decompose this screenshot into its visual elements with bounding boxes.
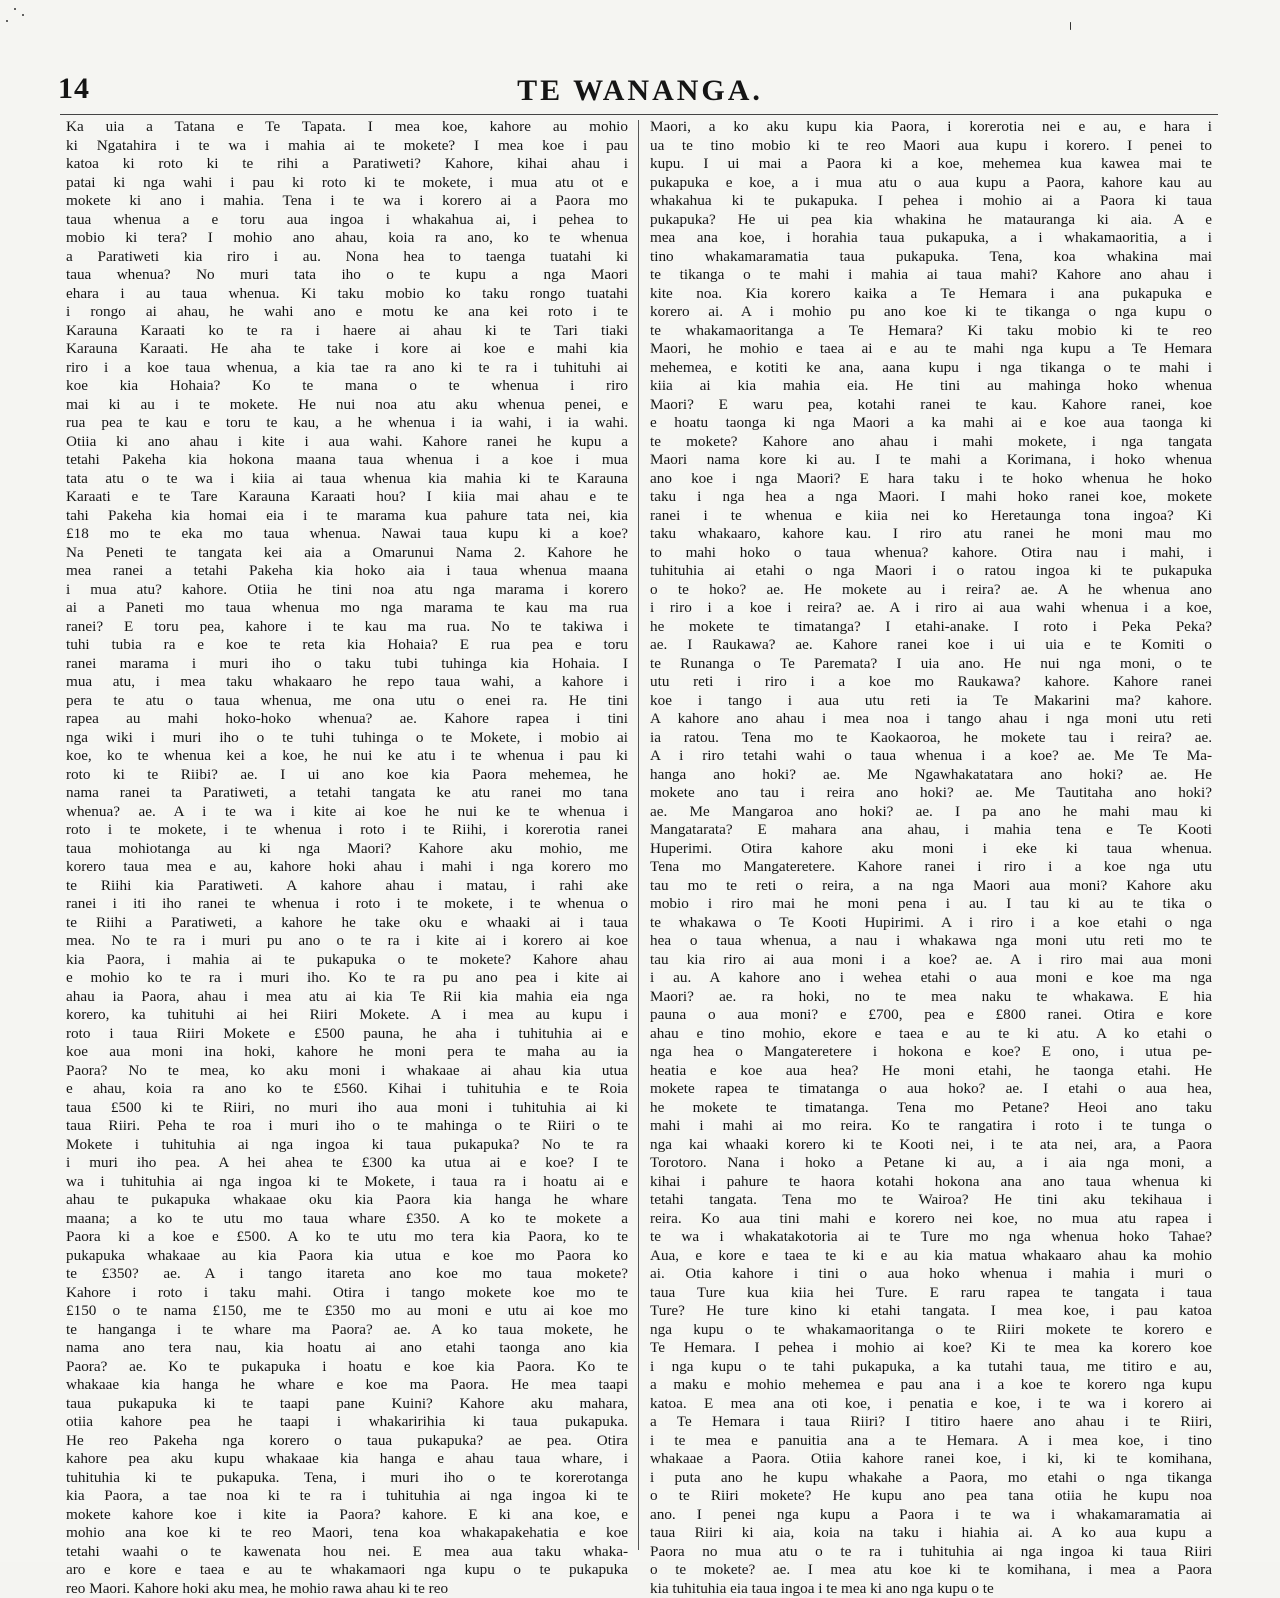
text-line: otiia kahore pea he taapi i whakaririhia ki taua pukapuka.: [66, 1413, 628, 1432]
text-line: to mahi hoko o taua whenua? kahore. Otira nau i mahi, i: [650, 544, 1212, 563]
text-line: katoa. E mea ana oti koe, i penatia e koe, i te wa i korero ai: [650, 1395, 1212, 1414]
text-line: Aua, e kore e taea te ki e au kia matua whakaaro ahau ka mohio: [650, 1247, 1212, 1266]
text-line: rua pea te kau e toru te kau, a he whenua i ia wahi, i ia wahi.: [66, 414, 628, 433]
text-line: mehemea, e kotiti ke ana, aana kupu i nga tikanga o te mahi i: [650, 359, 1212, 378]
text-line: ai. Otia kahore i tini o aua hoko whenua i mahia i muri o: [650, 1265, 1212, 1284]
text-line: hea o taua whenua, a nau i whakawa nga moni utu reti mo te: [650, 932, 1212, 951]
text-line: mea. No te ra i muri pu ano o te ra i kite ai i korero ai koe: [66, 932, 628, 951]
text-line: ranei i iti iho ranei te whenua i roto i te mokete, i te whenua o: [66, 895, 628, 914]
text-line: ranei marama i muri iho o taku tubi tuhinga kia Hohaia. I: [66, 655, 628, 674]
text-line: whakaae kia hanga he whare e koe ma Paora. He mea taapi: [66, 1376, 628, 1395]
text-line: taua pukapuka ki te taapi pane Kuini? Kahore aku mahara,: [66, 1395, 628, 1414]
text-line: koe aua moni ina hoki, kahore he moni pera te maha au ia: [66, 1043, 628, 1062]
text-line: Otiia ki ano ahau i kite i aua wahi. Kahore ranei he kupu a: [66, 433, 628, 452]
text-line: tuhi tubia ra e koe te reta kia Hohaia? E rua pea e toru: [66, 636, 628, 655]
text-line: kupu. I ui mai a Paora ki a koe, mehemea kua kawea mai te: [650, 155, 1212, 174]
text-line: i muri iho pea. A hei ahea te £300 ka utua ai e koe? I te: [66, 1154, 628, 1173]
text-line: Paora? No te mea, ko aku moni i whakaae ai ahau kia utua: [66, 1062, 628, 1081]
text-line: aro e kore e taea e au te whakamaori nga kupu o te pukapuka: [66, 1561, 628, 1580]
text-line: Huperimi. Otira kahore aku moni i eke ki taua whenua.: [650, 840, 1212, 859]
text-line: Na Peneti te tangata kei aia a Omarunui Nama 2. Kahore he: [66, 544, 628, 563]
text-line: i mua atu? kahore. Otiia he tini noa atu nga marama i korero: [66, 581, 628, 600]
text-line: £150 o te nama £150, me te £350 mo au moni e utu ai koe mo: [66, 1302, 628, 1321]
text-line: ia ratou. Tena mo te Kaokaoroa, he mokete tau i reira? ae.: [650, 729, 1212, 748]
text-line: koe kia Hohaia? Ko te mana o te whenua i riro: [66, 377, 628, 396]
text-line: rapea au mahi hoko-hoko whenua? ae. Kahore rapea i tini: [66, 710, 628, 729]
text-line: kia tuhituhia eia taua ingoa i te mea ki ano nga kupu o te: [650, 1580, 1212, 1598]
text-line: Paora? ae. Ko te pukapuka i hoatu e koe kia Paora. Ko te: [66, 1358, 628, 1377]
text-line: roto i te mokete, i te whenua i roto i te Riihi, i korerotia ranei: [66, 821, 628, 840]
text-line: Karauna Karaati ko te ra i haere ai ahau ki te Tari tiaki: [66, 322, 628, 341]
text-line: tuhituhia ai etahi o nga Maori i o ratou ingoa ki te pukapuka: [650, 562, 1212, 581]
text-line: Paora ki a koe e £500. A ko te utu mo tera kia Paora, ko te: [66, 1228, 628, 1247]
text-line: A kahore ano ahau i mea noa i tango ahau i nga moni utu reti: [650, 710, 1212, 729]
text-line: whakahua ki te pukapuka. I pehea i mohio ai a Paora ki taua: [650, 192, 1212, 211]
text-line: ai a Paneti mo taua whenua mo nga marama te kau ma rua: [66, 599, 628, 618]
text-line: utu reti i riro i a koe mo Raukawa? kahore. Kahore ranei: [650, 673, 1212, 692]
text-line: mea ana koe, i horahia taua pukapuka, a i whakamaoritia, a i: [650, 229, 1212, 248]
text-line: te Riihi kia Paratiweti. A kahore ahau i matau, i rahi ake: [66, 877, 628, 896]
text-line: tino whakamaramatia taua pukapuka. Tena, koa whakina mai: [650, 248, 1212, 267]
text-line: mobio i riro mai he moni pena i au. I tau ki au te tika o: [650, 895, 1212, 914]
text-line: A i riro tetahi wahi o taua whenua i a koe? ae. Me Te Ma-: [650, 747, 1212, 766]
text-line: koe, ko te whenua kei a koe, he nui ke atu i te whenua i pau ki: [66, 747, 628, 766]
left-column: [66, 118, 628, 1598]
text-line: Ture? He ture kino ki etahi tangata. I mea koe, i pau katoa: [650, 1302, 1212, 1321]
text-line: te Riihi a Paratiweti, a kahore he take oku e whaaki ai i taua: [66, 914, 628, 933]
text-line: Karaati e te Tare Karauna Karaati hou? I kiia mai ahau e te: [66, 488, 628, 507]
text-line: tuhituhia ki te pukapuka. Tena, i muri iho o te korerotanga: [66, 1469, 628, 1488]
text-line: He reo Pakeha nga korero o taua pukapuka? ae pea. Otira: [66, 1432, 628, 1451]
text-line: ranei i te whenua e kiia nei ko Heretaunga tona ingoa? Ki: [650, 507, 1212, 526]
text-line: te hanganga i te whare ma Paora? ae. A ko taua mokete, he: [66, 1321, 628, 1340]
text-line: kia Paora, a tae noa ki te ra i tuhituhia ai nga ingoa ki te: [66, 1487, 628, 1506]
text-line: i rongo ai ahau, he wahi ano e motu ke ana kei roto i te: [66, 303, 628, 322]
text-line: mokete ki ano i mahia. Tena i te wa i korero ai a Paora mo: [66, 192, 628, 211]
text-line: nga hea o Mangateretere i hokona e koe? E ono, i utua pe-: [650, 1043, 1212, 1062]
text-line: tau kia riro ai aua moni i a koe? ae. A i riro mai aua moni: [650, 951, 1212, 970]
text-line: tahi Pakeha kia homai eia i te marama kua pahure tata nei, kia: [66, 507, 628, 526]
text-line: te Runanga o Te Paremata? I uia ano. He nui nga moni, o te: [650, 655, 1212, 674]
text-line: maana; a ko te utu mo taua whare £350. A ko te mokete a: [66, 1210, 628, 1229]
text-line: e hoatu taonga ki nga Maori a ka mahi ai e koe aua taonga ki: [650, 414, 1212, 433]
text-line: mohio ana koe ki te reo Maori, tena koa whakapakehatia e koe: [66, 1524, 628, 1543]
page-number: 14: [58, 72, 90, 106]
text-line: taua mohiotanga au ki nga Maori? Kahore aku mohio, me: [66, 840, 628, 859]
text-line: mokete kahore koe i kite ia Paora? kahore. E ki ana koe, e: [66, 1506, 628, 1525]
text-line: roto i taua Riiri Mokete e £500 pauna, he aha i tuhituhia ai e: [66, 1025, 628, 1044]
text-line: reira. Ko aua tini mahi e korero nei koe, no mua atu rapea i: [650, 1210, 1212, 1229]
text-line: te £350? ae. A i tango itareta ano koe mo taua mokete?: [66, 1265, 628, 1284]
masthead-title: TE WANANGA.: [0, 74, 1280, 108]
text-line: taku whakaaro, kahore kau. I riro atu ranei he moni mau mo: [650, 525, 1212, 544]
text-line: mahi i mahi ai mo reira. Ko te rangatira i roto i te tunga o: [650, 1117, 1212, 1136]
text-line: ano. I penei nga kupu a Paora i te wa i whakamaramatia ai: [650, 1506, 1212, 1525]
text-line: katoa ki roto ki te rihi a Paratiweti? Kahore, kihai ahau i: [66, 155, 628, 174]
text-line: heatia e koe aua hea? He moni etahi, he taonga etahi. He: [650, 1062, 1212, 1081]
text-line: kiia ai kia mahia eia. He tini au mahinga hoko whenua: [650, 377, 1212, 396]
text-line: ahau ia Paora, ahau i mea atu ai kia Te Rii kia mahia eia nga: [66, 988, 628, 1007]
text-line: whakaae a Paora. Otiia kahore ranei koe, i ki, ki te komihana,: [650, 1450, 1212, 1469]
text-line: Maori? E waru pea, kotahi ranei te kau. Kahore ranei, koe: [650, 396, 1212, 415]
page-header: [0, 72, 1280, 108]
text-line: kihai i pahure te haora kotahi hokona ana ano taua whenua ki: [650, 1173, 1212, 1192]
text-line: reo Maori. Kahore hoki aku mea, he mohio rawa ahau ki te reo: [66, 1580, 628, 1598]
text-line: pukapuka? He ui pea kia whakina he matauranga ki aia. A e: [650, 211, 1212, 230]
text-line: Ka uia a Tatana e Te Tapata. I mea koe, kahore au mohio: [66, 118, 628, 137]
text-line: pera te atu o taua whenua, me ona utu o enei ra. He tini: [66, 692, 628, 711]
text-line: korero ai. A i mohio pu ano koe ki te tikanga o nga kupu o: [650, 303, 1212, 322]
text-line: taua Riiri. Peha te roa i muri iho o te mahinga o te Riiri o te: [66, 1117, 628, 1136]
text-line: Te Hemara. I pehea i mohio ai koe? Ki te mea ka korero koe: [650, 1339, 1212, 1358]
text-line: ahau te pukapuka whakaae oku kia Paora kia hanga he whare: [66, 1191, 628, 1210]
text-line: Maori, a ko aku kupu kia Paora, i korerotia nei e au, e hara i: [650, 118, 1212, 137]
text-line: pukapuka whakaae au kia Paora kia utua e koe mo Paora ko: [66, 1247, 628, 1266]
text-line: hanga ano hoki? ae. Me Ngawhakatatara ano hoki? ae. He: [650, 766, 1212, 785]
text-line: wa i tuhituhia ai nga ingoa ki te Mokete, i taua ra i hoatu ai e: [66, 1173, 628, 1192]
text-line: i puta ano he kupu whakahe a Paora, mo etahi o nga tikanga: [650, 1469, 1212, 1488]
text-line: ano koe i nga Maori? E hara taku i te hoko whenua he hoko: [650, 470, 1212, 489]
text-line: taua whenua? No muri tata iho o te kupu a nga Maori: [66, 266, 628, 285]
text-line: kite noa. Kia korero kaika a Te Hemara i ana pukapuka e: [650, 285, 1212, 304]
text-line: nama ano tera nau, kia hoatu ai ano etahi taonga ano kia: [66, 1339, 628, 1358]
text-line: ki Ngatahira i te wa i mahia ai te mokete? I mea koe i pau: [66, 137, 628, 156]
text-line: taua £500 ki te Riiri, no muri iho aua moni i tuhituhia ai ki: [66, 1099, 628, 1118]
text-line: nga kai whaaki korero ki te Kooti nei, i te ata nei, ara, a Paora: [650, 1136, 1212, 1155]
text-line: he mokete te timatanga? I etahi-anake. I roto i Peka Peka?: [650, 618, 1212, 637]
text-line: korero, ka tuhituhi ai hei Riiri Mokete. A i mea au kupu i: [66, 1006, 628, 1025]
text-line: taua Ture kua kiia hei Ture. E raru rapea te tangata i taua: [650, 1284, 1212, 1303]
print-speck: [14, 8, 16, 10]
text-line: e ahau, koia ra ano ko te £560. Kihai i tuhituhia e te Roia: [66, 1080, 628, 1099]
text-line: Kahore i roto i taku mahi. Otira i tango mokete koe mo te: [66, 1284, 628, 1303]
text-line: patai ki nga wahi i pau ki roto ki te mokete, i mua atu ot e: [66, 174, 628, 193]
text-line: te tikanga o te mahi i mahia ai taua mahi? Kahore ano ahau i: [650, 266, 1212, 285]
print-speck: [6, 20, 8, 22]
text-line: mobio ki tera? I mohio ano ahau, koia ra ano, ko te whenua: [66, 229, 628, 248]
text-line: Karauna Karaati. He aha te take i kore ai koe e mahi kia: [66, 340, 628, 359]
text-line: te mokete? Kahore ano ahau i mahi mokete, i nga tangata: [650, 433, 1212, 452]
text-line: ae. Me Mangaroa ano hoki? ae. I pa ano he mahi mau ki: [650, 803, 1212, 822]
text-line: kia Paora, i mahia ai te pukapuka o te mokete? Kahore ahau: [66, 951, 628, 970]
text-line: mea ranei a tetahi Pakeha kia hoko aia i taua whenua maana: [66, 562, 628, 581]
text-line: o te hoko? ae. He mokete au i reira? ae. A he whenua ano: [650, 581, 1212, 600]
text-line: o te Riiri mokete? He kupu ano pea tana otiia he kupu noa: [650, 1487, 1212, 1506]
text-line: nama ranei ta Paratiweti, a tetahi tangata ke atu ranei mo tana: [66, 784, 628, 803]
text-line: tau mo te reti o reira, a na nga Maori aua moni? Kahore aku: [650, 877, 1212, 896]
text-line: korero taua mea e au, kahore hoki ahau i mahi i nga korero mo: [66, 858, 628, 877]
text-line: te wa i whakatakotoria ai te Ture mo nga whenua hoko Tahae?: [650, 1228, 1212, 1247]
text-line: nga kupu o te whakamaoritanga o te Riiri mokete te korero e: [650, 1321, 1212, 1340]
text-line: a maku e mohio mehemea e pau ana i a koe te korero nga kupu: [650, 1376, 1212, 1395]
text-line: pauna o aua moni? e £700, pea e £800 ranei. Otira e kore: [650, 1006, 1212, 1025]
text-line: riro i a koe taua whenua, a kia tae ra ano ki te ra i tuhituhi ai: [66, 359, 628, 378]
print-speck: [1070, 22, 1071, 30]
text-line: kahore pea aku kupu whakaae kia hanga e ahau taua whare, i: [66, 1450, 628, 1469]
text-line: Tena mo Mangateretere. Kahore ranei i riro i a koe nga utu: [650, 858, 1212, 877]
text-line: pukapuka e koe, a i mua atu o aua kupu a Paora, kahore kau au: [650, 174, 1212, 193]
text-line: a Te Hemara i taua Riiri? I titiro haere ano ahau i te Riiri,: [650, 1413, 1212, 1432]
text-line: i au. A kahore ano i wehea etahi o aua moni e koe ma nga: [650, 969, 1212, 988]
text-line: taku i nga hea a nga Maori. I mahi hoko ranei koe, mokete: [650, 488, 1212, 507]
text-line: tetahi Pakeha kia hokona maana taua whenua i a koe i mua: [66, 451, 628, 470]
text-line: mokete ano tau i reira ano hoki? ae. Me Tautitaha ano hoki?: [650, 784, 1212, 803]
text-line: ranei? E toru pea, kahore i te kau ma rua. No te takiwa i: [66, 618, 628, 637]
text-line: i te mea e panuitia ana a te Hemara. A i mea koe, i tino: [650, 1432, 1212, 1451]
text-line: taua Riiri ki aia, koia na taku i hiahia ai. A ko aua kupu a: [650, 1524, 1212, 1543]
text-line: he mokete te timatanga. Tena mo Petane? Heoi ano taku: [650, 1099, 1212, 1118]
text-line: nga wiki i muri iho o te tuhi tuhinga o te Mokete, i mobio ai: [66, 729, 628, 748]
print-speck: [22, 14, 24, 16]
text-line: Mokete i tuhituhia ai nga ingoa ki taua pukapuka? No te ra: [66, 1136, 628, 1155]
text-line: mokete rapea te timatanga o aua hoko? ae. I etahi o aua hea,: [650, 1080, 1212, 1099]
text-line: mai ki au i te mokete. He nui noa atu aku whenua penei, e: [66, 396, 628, 415]
text-line: ua te tino mobio ki te reo Maori aua kupu i korero. I penei to: [650, 137, 1212, 156]
text-line: te whakawa o Te Kooti Hupirimi. A i riro i a koe etahi o nga: [650, 914, 1212, 933]
text-line: Maori? ae. ra hoki, no te mea naku te whakawa. E hia: [650, 988, 1212, 1007]
text-line: e mohio ko te ra i muri iho. Ko te ra pu ano pea i kite ai: [66, 969, 628, 988]
text-line: tetahi waahi o te kawenata hou nei. E mea aua taku whaka-: [66, 1543, 628, 1562]
text-line: taua whenua a e toru aua ingoa i whakahua ai, i pehea to: [66, 211, 628, 230]
text-line: whenua? ae. A i te wa i kite ai koe he nui ke te whenua i: [66, 803, 628, 822]
text-line: Paora no mua atu o te ra i tuhituhia ai nga ingoa ki taua Riiri: [650, 1543, 1212, 1562]
text-line: Maori nama kore ki au. I te mahi a Korimana, i hoko whenua: [650, 451, 1212, 470]
text-line: mua atu, i mea taku whakaaro he repo taua wahi, a kahore i: [66, 673, 628, 692]
text-line: a Paratiweti kia riro i au. Nona hea to taenga tuatahi ki: [66, 248, 628, 267]
text-line: te whakamaoritanga a Te Hemara? Ki taku mobio ki te reo: [650, 322, 1212, 341]
text-line: ehara i au taua whenua. Ki taku mobio ko taku rongo tuatahi: [66, 285, 628, 304]
text-line: £18 mo te eka mo taua whenua. Nawai taua kupu ki a koe?: [66, 525, 628, 544]
text-line: tata atu o te wa i kiia ai taua whenua kia mahia ki te Karauna: [66, 470, 628, 489]
text-line: o te mokete? ae. I mea atu koe ki te komihana, i mea a Paora: [650, 1561, 1212, 1580]
text-line: Mangatarata? E mahara ana ahau, i mahia tena e Te Kooti: [650, 821, 1212, 840]
text-line: Maori, he mohio e taea ai e au te mahi nga kupu a Te Hemara: [650, 340, 1212, 359]
text-line: roto ki te Riibi? ae. I ui ano koe kia Paora mehemea, he: [66, 766, 628, 785]
text-line: Torotoro. Nana i hoko a Petane ki au, a i aia nga moni, a: [650, 1154, 1212, 1173]
column-divider: [638, 120, 639, 1550]
header-rule: [60, 114, 1218, 115]
text-line: i nga kupu o te tahi pukapuka, a ka tutahi taua, me titiro e au,: [650, 1358, 1212, 1377]
text-line: koe i tango i aua utu reti ia Te Makarini ma? kahore.: [650, 692, 1212, 711]
text-line: i riro i a koe i reira? ae. A i riro ai aua wahi whenua i a koe,: [650, 599, 1212, 618]
text-line: tetahi tangata. Tena mo te Wairoa? He tini aku tekihaua i: [650, 1191, 1212, 1210]
right-column: [650, 118, 1212, 1598]
text-line: ae. I Raukawa? ae. Kahore ranei koe i ui uia e te Komiti o: [650, 636, 1212, 655]
text-line: ahau e tino mohio, ekore e taea e au te ki atu. A ko etahi o: [650, 1025, 1212, 1044]
